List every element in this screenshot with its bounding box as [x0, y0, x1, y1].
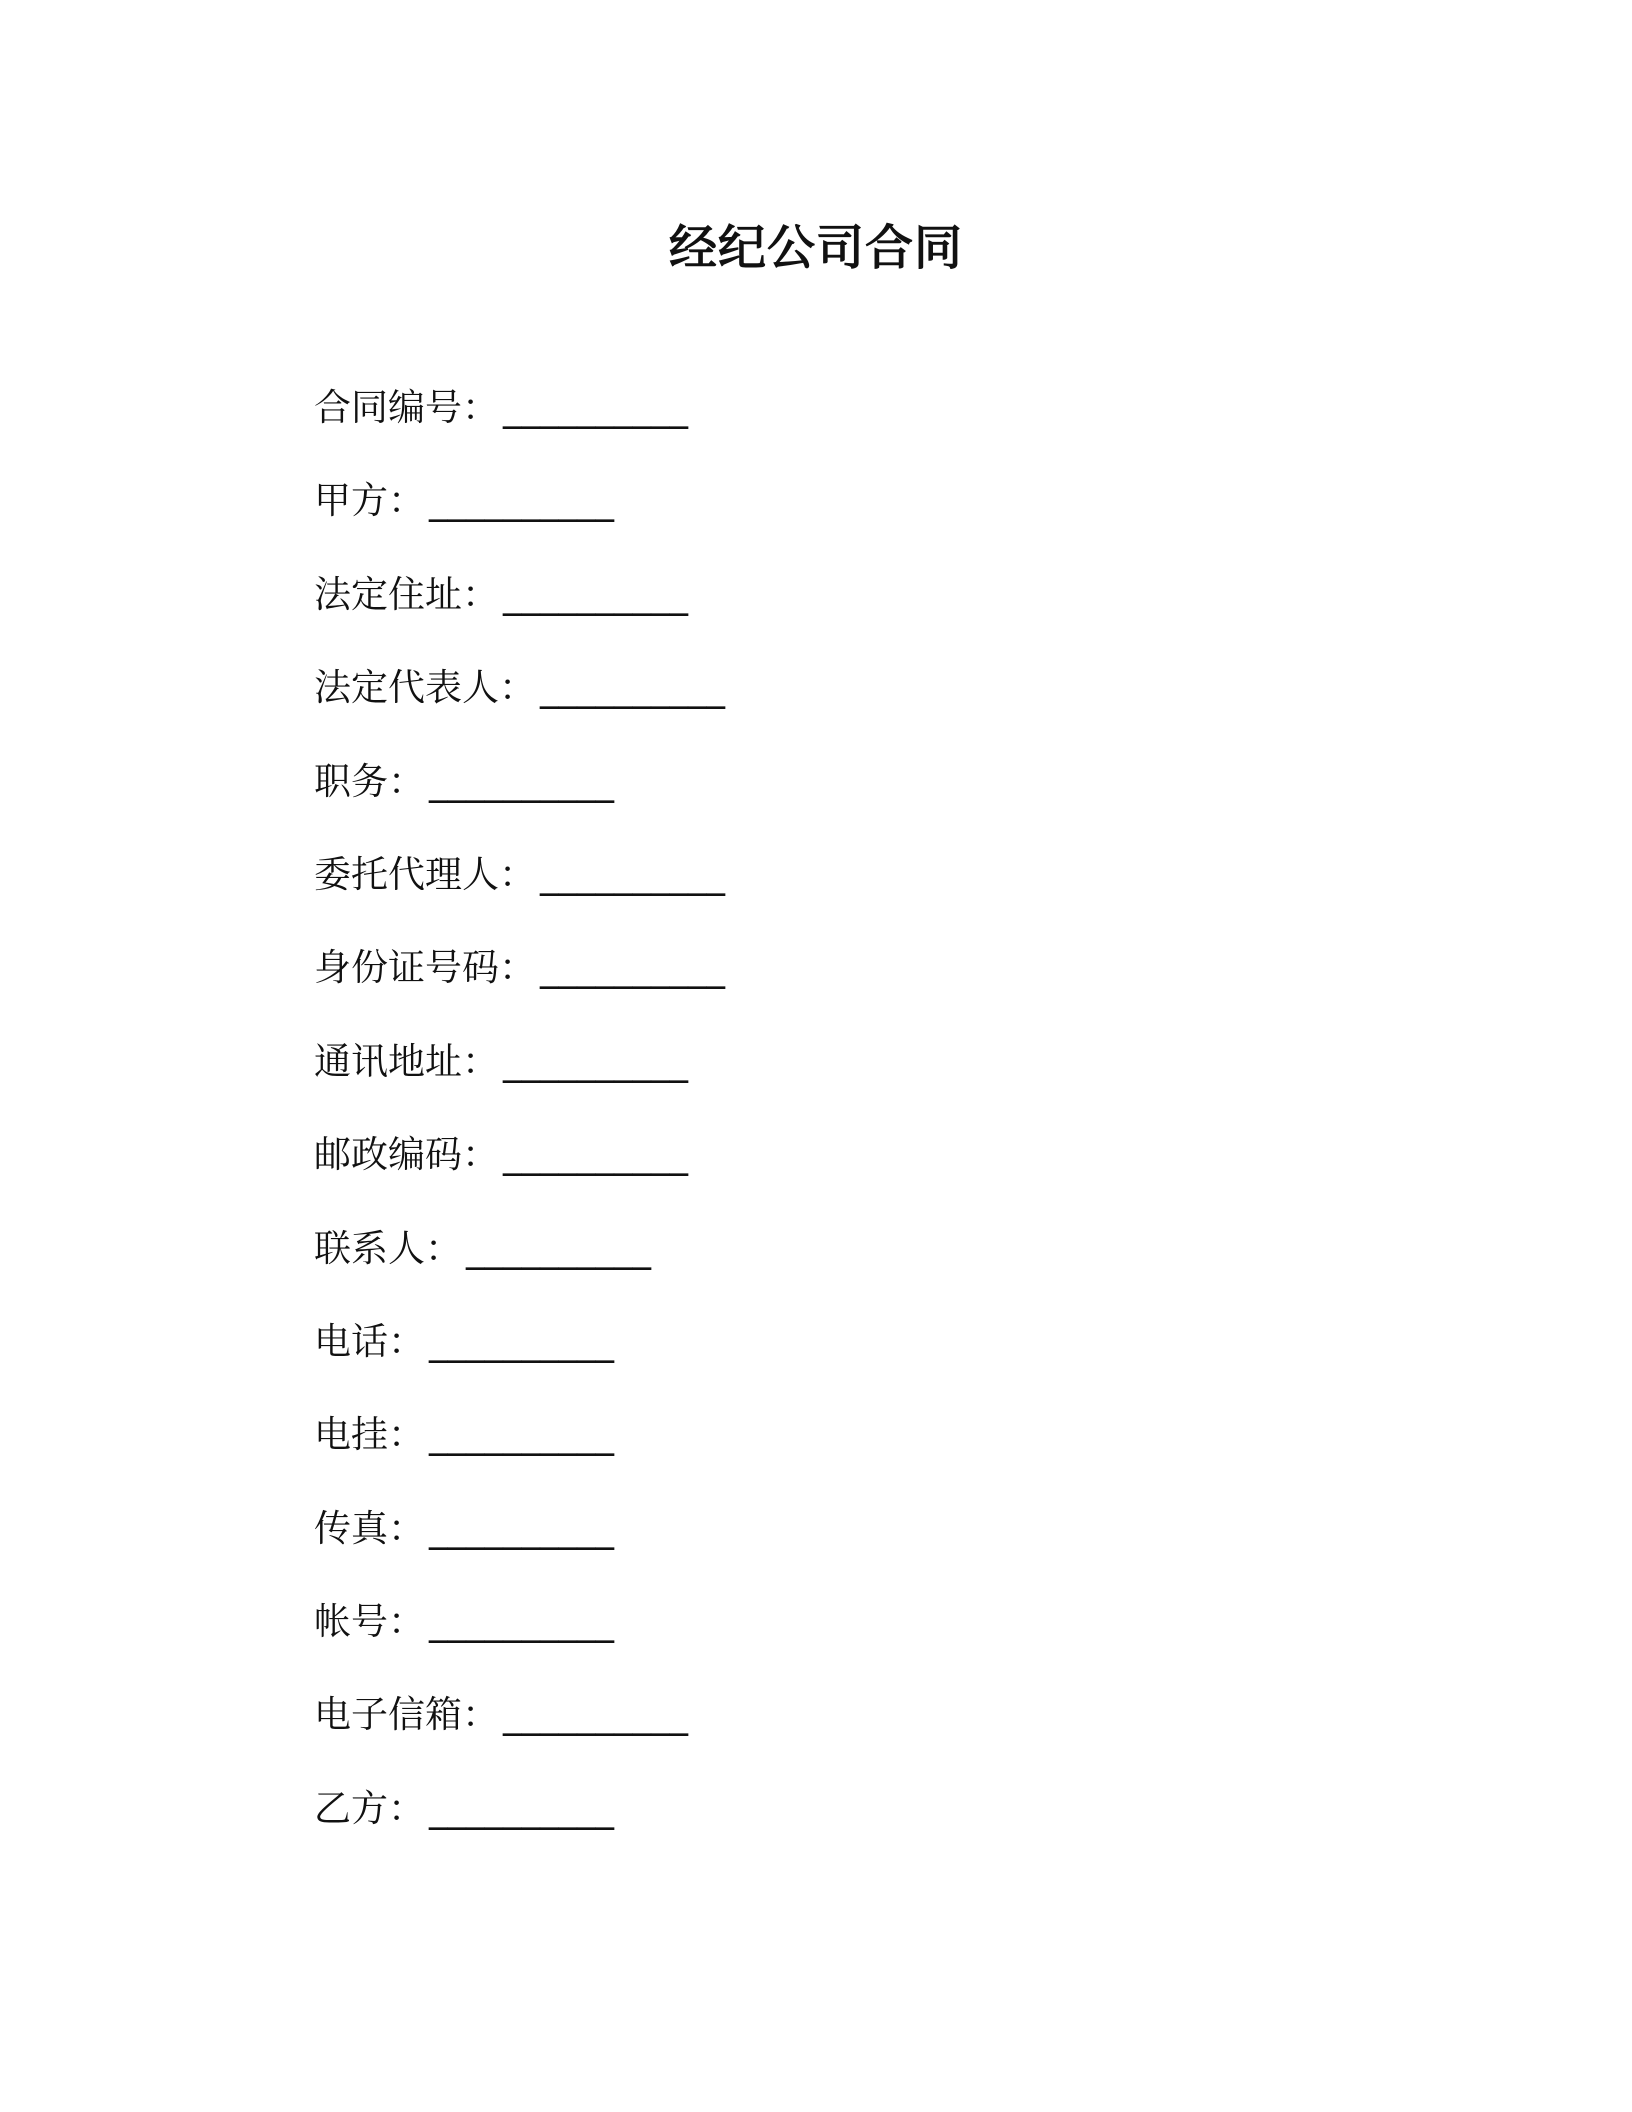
field-legal-address: [314, 567, 1414, 660]
field-label: 传真：: [314, 1506, 425, 1550]
field-label: 电子信箱：: [314, 1693, 499, 1737]
field-legal-representative: [314, 660, 1414, 753]
field-mailing-address: [314, 1034, 1414, 1127]
field-email: [314, 1687, 1414, 1780]
field-party-a: [314, 473, 1414, 566]
field-blank: __________: [503, 572, 688, 616]
field-contact-person: [314, 1221, 1414, 1314]
field-label: 身份证号码：: [314, 946, 536, 990]
field-blank: __________: [429, 1786, 614, 1830]
contract-fields: [314, 380, 1414, 1874]
field-authorized-agent: [314, 847, 1414, 940]
field-label: 法定住址：: [314, 572, 499, 616]
field-contract-number: [314, 380, 1414, 473]
field-position: [314, 754, 1414, 847]
field-blank: __________: [503, 1693, 688, 1737]
field-label: 通讯地址：: [314, 1039, 499, 1083]
field-party-b: [314, 1781, 1414, 1874]
field-blank: __________: [503, 1133, 688, 1177]
field-blank: __________: [540, 946, 725, 990]
field-label: 法定代表人：: [314, 666, 536, 710]
field-fax: [314, 1501, 1414, 1594]
field-blank: __________: [540, 852, 725, 896]
field-blank: __________: [429, 1319, 614, 1363]
field-blank: __________: [503, 386, 688, 429]
field-label: 电话：: [314, 1319, 425, 1363]
field-label: 职务：: [314, 759, 425, 803]
field-blank: __________: [429, 1600, 614, 1644]
field-telegraph: [314, 1407, 1414, 1500]
field-label: 乙方：: [314, 1786, 425, 1830]
field-blank: __________: [429, 1506, 614, 1550]
field-blank: __________: [429, 759, 614, 803]
field-blank: __________: [503, 1039, 688, 1083]
document-title: 经纪公司合同: [668, 220, 963, 276]
field-blank: __________: [429, 479, 614, 523]
field-blank: __________: [429, 1413, 614, 1457]
field-label: 合同编号：: [314, 386, 499, 429]
field-label: 电挂：: [314, 1413, 425, 1457]
field-label: 联系人：: [314, 1226, 462, 1270]
field-account-number: [314, 1594, 1414, 1687]
field-label: 帐号：: [314, 1600, 425, 1644]
field-label: 委托代理人：: [314, 852, 536, 896]
field-id-number: [314, 940, 1414, 1033]
field-blank: __________: [466, 1226, 651, 1270]
field-blank: __________: [540, 666, 725, 710]
field-label: 甲方：: [314, 479, 425, 523]
field-telephone: [314, 1314, 1414, 1407]
field-label: 邮政编码：: [314, 1133, 499, 1177]
field-postal-code: [314, 1127, 1414, 1220]
